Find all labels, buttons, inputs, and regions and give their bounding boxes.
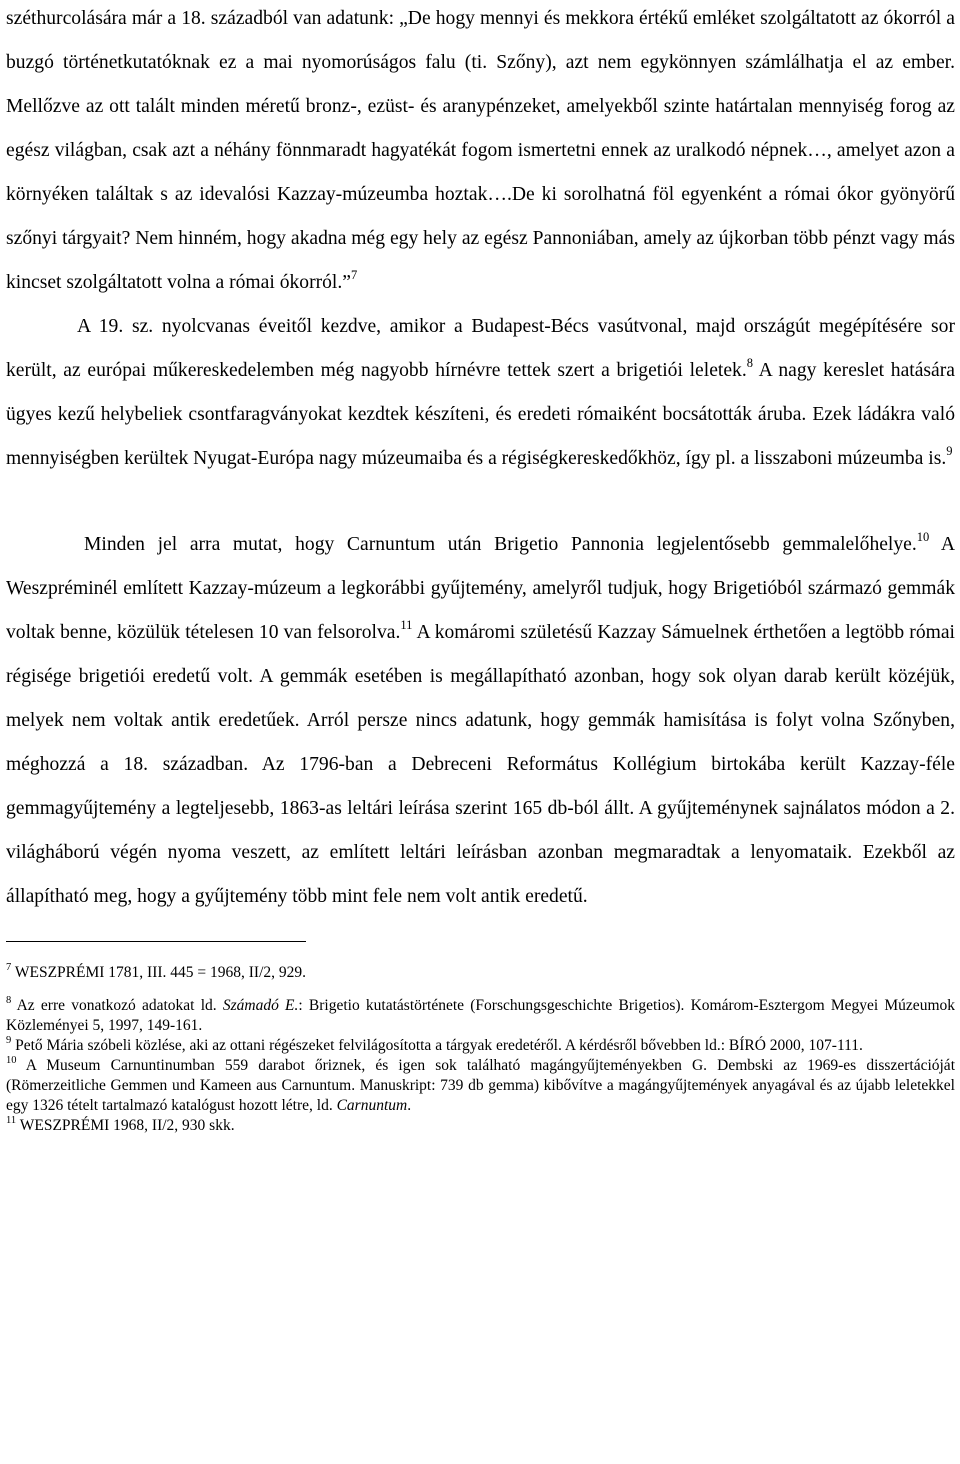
footnote-10 — [6, 1056, 955, 1116]
footnote-number: 7 — [6, 962, 12, 973]
footnote-ref-8[interactable]: 8 — [746, 356, 753, 370]
paragraph-text: A nagy kereslet hatására ügyes kezű helybeliek csontfaragványokat kezdtek készíteni, és eredeti rómaiként bocsátották áruba. Ezek ládákra való mennyiségben kerültek Nyugat-Európa nagy múzeumaiba és a régiségkereskedőkhöz, így pl. a lisszaboni múzeumba is. — [6, 360, 955, 469]
footnote-9 — [6, 1036, 955, 1056]
footnote-separator — [6, 941, 306, 942]
footnote-text: WESZPRÉMI 1781, III. 445 = 1968, II/2, 929. — [11, 964, 307, 981]
footnote-text: WESZPRÉMI 1968, II/2, 930 skk. — [16, 1117, 235, 1134]
footnote-ref-10[interactable]: 10 — [916, 530, 930, 544]
footnote-number: 10 — [6, 1055, 17, 1066]
footnote-text: . — [407, 1097, 412, 1114]
footnote-number: 8 — [6, 995, 12, 1006]
footnote-ref-11[interactable]: 11 — [400, 618, 413, 632]
paragraph-text: Minden jel arra mutat, hogy Carnuntum után Brigetio Pannonia legjelentősebb gemmalelőhelye. — [84, 534, 917, 555]
footnote-8 — [6, 996, 955, 1036]
paragraph-text: A komáromi születésű Kazzay Sámuelnek érthetően a legtöbb római régisége brigetiói eredetű volt. A gemmák esetében is megállapítható azonban, hogy sok olyan darab került közéjük, melyek nem voltak antik eredetűek. Arról persze nincs adatunk, hogy gemmák hamisítása is folyt volna Szőnyben, méghozzá a 18. században. Az 1796-ban a Debreceni Református Kollégium birtokába került Kazzay-féle gemmagyűjtemény a legteljesebb, 1863-as leltári leírása szerint 165 db-ból állt. A gyűjteménynek sajnálatos módon a 2. világháború végén nyoma veszett, az említett leltári leírásban azonban megmaradtak a lenyomataik. Ezekből az állapítható meg, hogy a gyűjtemény több mint fele nem volt antik eredetű. — [6, 622, 956, 907]
footnote-ref-9[interactable]: 9 — [946, 444, 953, 458]
footnote-number: 9 — [6, 1035, 12, 1046]
paragraph-text: A 19. sz. nyolcvanas éveitől kezdve, amikor a Budapest-Bécs vasútvonal, majd országút megépítésére sor került, az európai műkereskedelemben még nagyobb hírnévre tettek szert a brigetiói leletek. — [6, 316, 955, 381]
footnote-source-italic: Carnuntum — [336, 1097, 408, 1114]
footnote-number: 11 — [6, 1115, 17, 1126]
footnote-author-italic: Számadó E. — [222, 997, 299, 1014]
footnote-ref-7[interactable]: 7 — [350, 268, 358, 282]
paragraph-text: széthurcolására már a 18. századból van adatunk: „De hogy mennyi és mekkora értékű emléket szolgáltatott az ókorról a buzgó történetkutatóknak ez a mai nyomorúságos falu (ti. Szőny), azt nem egykönnyen számlálhatja el az ember. Mellőzve az ott talált minden méretű bronz-, ezüst- és aranypénzeket, amelyekből szinte határtalan mennyiség forog az egész világban, csak azt a néhány fönnmaradt hagyatékát fogom ismertetni ennek az uralkodó népnek…, amelyet azon a környéken találtak s az idevalósi Kazzay-múzeumba hoztak….De ki sorolhatná föl egyenként a római ókor gyönyörű szőnyi tárgyait? Nem hinném, hogy akadna még egy hely az egész Pannoniában, amely az újkorban több pénzt vagy más kincset szolgáltatott volna a római ókorról.” — [6, 8, 955, 293]
paragraph-text: A Weszpréminél említett Kazzay-múzeum a legkorábbi gyűjtemény, amelyről tudjuk, hogy Brigetióból származó gemmák voltak benne, közülük tételesen 10 van felsorolva. — [6, 534, 955, 643]
body-paragraph-2 — [6, 305, 955, 481]
footnote-text: Pető Mária szóbeli közlése, aki az ottani régészeket felvilágosította a tárgyak eredetéről. A kérdésről bővebben ld.: BÍRÓ 2000, 107-111. — [11, 1037, 863, 1054]
footnotes — [6, 963, 955, 1136]
body-paragraph-3 — [6, 523, 955, 919]
footnote-11 — [6, 1116, 955, 1136]
body-paragraph-1 — [6, 0, 955, 305]
footnote-text: Az erre vonatkozó adatokat ld. — [11, 997, 223, 1014]
footnote-7 — [6, 963, 955, 983]
document-page — [6, 0, 955, 1136]
footnote-text: : Brigetio kutatástörténete (Forschungsgeschichte Brigetios). Komárom-Esztergom Megyei Múzeumok Közleményei 5, 1997, 149-161. — [6, 997, 955, 1034]
footnote-text: A Museum Carnuntinumban 559 darabot őriznek, és igen sok található magángyűjteményekben G. Dembski az 1969-es disszertációját (Römerzeitliche Gemmen und Kameen aus Carnuntum. Manuskript: 739 db gemma) kibővítve a magángyűjtemények anyagával és az újabb leletekkel egy 1326 tételt tartalmazó katalógust hozott létre, ld. — [6, 1057, 955, 1114]
